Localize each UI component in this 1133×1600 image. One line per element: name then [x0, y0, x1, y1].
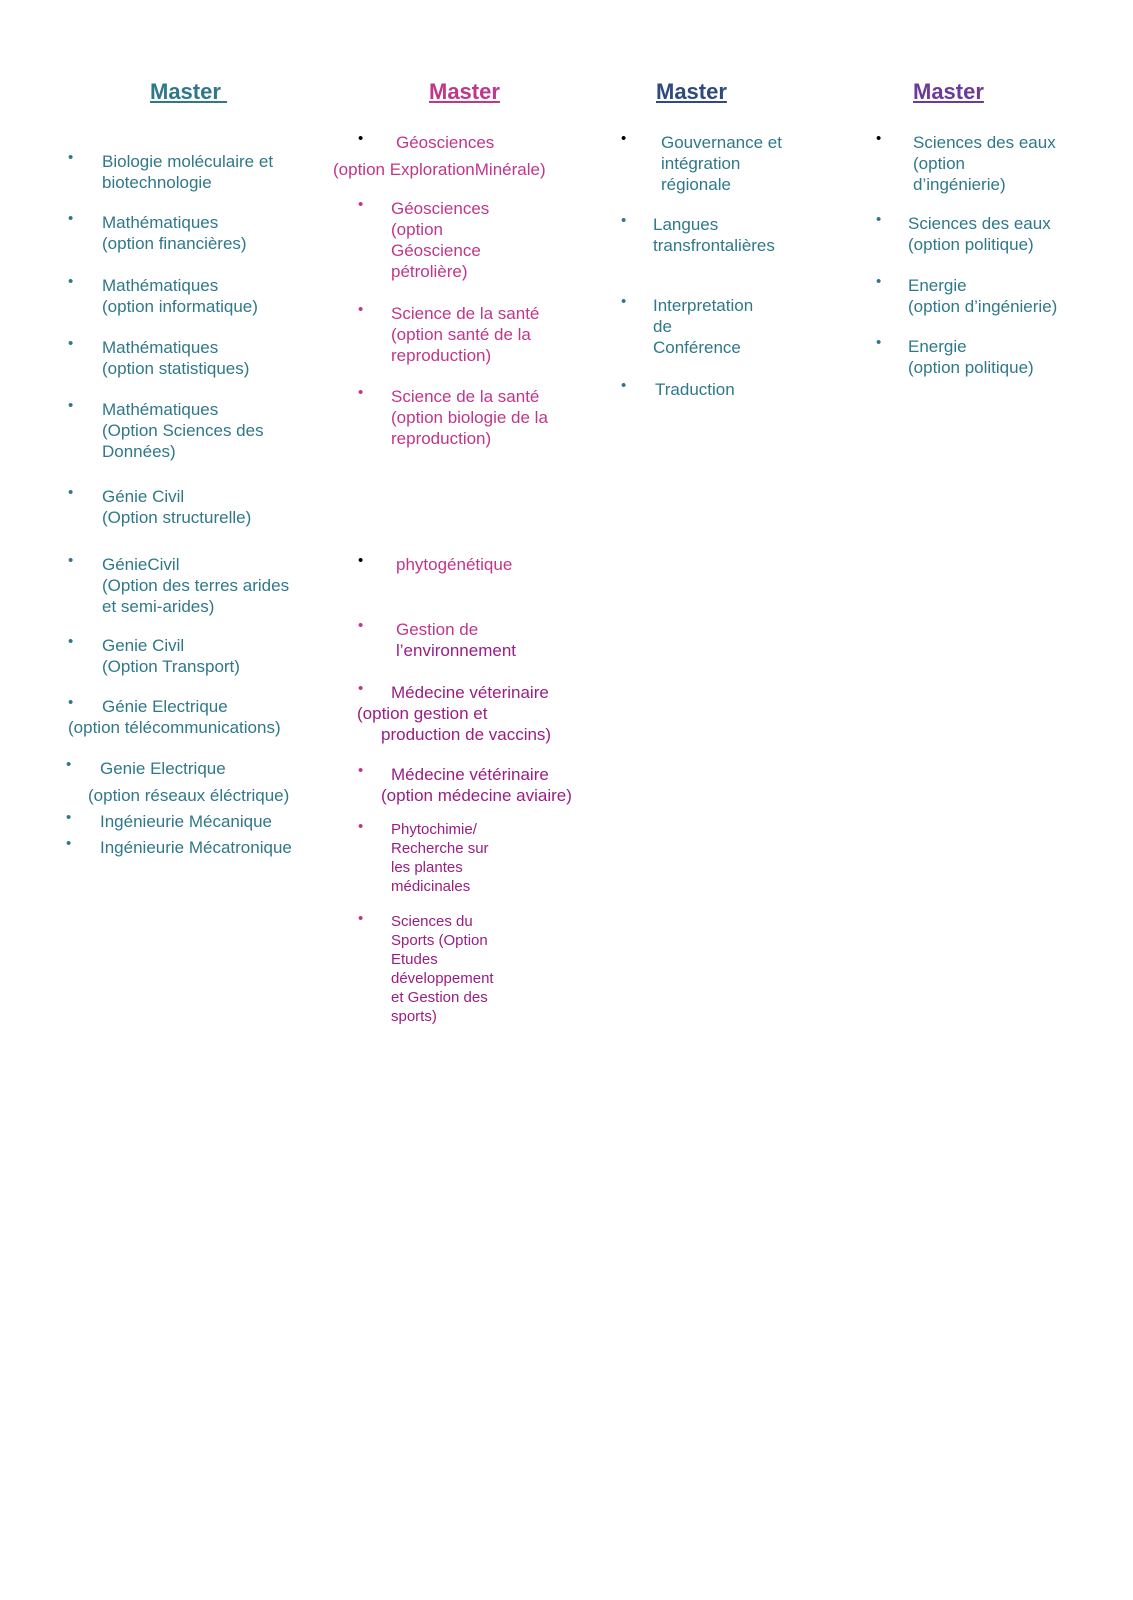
item-line: intégration [661, 154, 741, 173]
bullet-icon: • [876, 273, 882, 290]
item-line: (option médecine aviaire) [381, 786, 572, 805]
item-line: Médecine véterinaire [391, 683, 549, 702]
item-line: transfrontalières [653, 236, 775, 255]
bullet-icon: • [876, 130, 882, 147]
item-line: (Option Transport) [102, 657, 240, 676]
item-line: (option ExplorationMinérale) [333, 160, 546, 179]
item-line: (Option Sciences des [102, 421, 264, 440]
item-line: Etudes [391, 951, 438, 968]
item-line: les plantes [391, 859, 463, 876]
item-line: l’environnement [396, 641, 517, 660]
item-line: Médecine vétérinaire [391, 765, 549, 784]
item-line: Recherche sur [391, 840, 489, 857]
item-line: Phytochimie/ [391, 821, 477, 838]
item-line: Génie Civil [102, 487, 185, 506]
item-line: (option financières) [102, 234, 247, 253]
bullet-icon: • [621, 293, 627, 310]
item-line: Ingénieurie Mécanique [100, 812, 273, 831]
item-line: Genie Civil [102, 636, 185, 655]
bullet-icon: • [358, 130, 364, 147]
item-line: Science de la santé [391, 387, 540, 406]
item-line: développement [391, 970, 494, 987]
item-line: Mathématiques [102, 213, 219, 232]
bullet-icon: • [68, 149, 74, 166]
item-line: Energie [908, 337, 967, 356]
bullet-icon: • [621, 377, 627, 394]
bullet-icon: • [358, 762, 364, 779]
item-line: de [653, 317, 672, 336]
item-line: Génie Electrique [102, 697, 228, 716]
item-line: (option réseaux éléctrique) [88, 786, 290, 805]
item-line: (option politique) [908, 358, 1034, 377]
item-line: Sports (Option [391, 932, 488, 949]
item-line: (option statistiques) [102, 359, 250, 378]
bullet-icon: • [621, 212, 627, 229]
bullet-icon: • [358, 818, 364, 835]
item-line: Genie Electrique [100, 759, 226, 778]
master-heading-col2: Master [429, 79, 500, 104]
item-line: Géosciences [396, 133, 495, 152]
bullet-icon: • [358, 910, 364, 927]
item-line: Sciences des eaux [913, 133, 1056, 152]
item-line: Traduction [655, 380, 735, 399]
item-line: Gestion de [396, 620, 479, 639]
bullet-icon: • [876, 334, 882, 351]
item-line: et Gestion des [391, 989, 488, 1006]
item-line: Sciences du [391, 913, 473, 930]
item-line: GénieCivil [102, 555, 180, 574]
item-line: pétrolière) [391, 262, 468, 281]
item-line: (option informatique) [102, 297, 258, 316]
bullet-icon: • [621, 130, 627, 147]
item-line: Gouvernance et [661, 133, 782, 152]
bullet-icon: • [68, 484, 74, 501]
item-line: (option gestion et [357, 704, 488, 723]
bullet-icon: • [66, 809, 72, 826]
item-line: Mathématiques [102, 276, 219, 295]
bullet-icon: • [66, 835, 72, 852]
item-line: (option [913, 154, 965, 173]
bullet-icon: • [66, 756, 72, 773]
bullet-icon: • [68, 552, 74, 569]
master-heading-col4: Master [913, 79, 984, 104]
item-line: Interpretation [653, 296, 754, 315]
item-line: Ingénieurie Mécatronique [100, 838, 292, 857]
master-heading-col3: Master [656, 79, 727, 104]
bullet-icon: • [876, 211, 882, 228]
bullet-icon: • [358, 301, 364, 318]
item-line: Géosciences [391, 199, 490, 218]
bullet-icon: • [68, 694, 74, 711]
item-line: et semi-arides) [102, 597, 215, 616]
item-line: (option télécommunications) [68, 718, 281, 737]
bullet-icon: • [358, 617, 364, 634]
item-line: reproduction) [391, 429, 492, 448]
bullet-icon: • [358, 552, 364, 569]
bullet-icon: • [68, 273, 74, 290]
bullet-icon: • [68, 210, 74, 227]
bullet-icon: • [358, 384, 364, 401]
item-line: (option politique) [908, 235, 1034, 254]
item-line: Mathématiques [102, 338, 219, 357]
item-line: (option [391, 220, 443, 239]
bullet-icon: • [68, 633, 74, 650]
item-line: Mathématiques [102, 400, 219, 419]
item-line: (option santé de la [391, 325, 531, 344]
item-line: Données) [102, 442, 176, 461]
bullet-icon: • [358, 196, 364, 213]
bullet-icon: • [68, 335, 74, 352]
master-heading-col1: Master [150, 79, 228, 104]
item-line: Langues [653, 215, 719, 234]
item-line: biotechnologie [102, 173, 212, 192]
item-line: régionale [661, 175, 731, 194]
bullet-icon: • [358, 680, 364, 697]
item-line: sports) [391, 1008, 437, 1025]
item-line: (option biologie de la [391, 408, 548, 427]
item-line: Science de la santé [391, 304, 540, 323]
item-line: Biologie moléculaire et [102, 152, 274, 171]
item-line: d’ingénierie) [913, 175, 1006, 194]
item-line: (Option structurelle) [102, 508, 252, 527]
item-line: Sciences des eaux [908, 214, 1051, 233]
item-line: médicinales [391, 878, 471, 895]
item-line: (Option des terres arides [102, 576, 290, 595]
item-line: reproduction) [391, 346, 492, 365]
item-line: phytogénétique [396, 555, 513, 574]
item-line: production de vaccins) [381, 725, 552, 744]
item-line: Géoscience [391, 241, 481, 260]
item-line: (option d’ingénierie) [908, 297, 1058, 316]
item-line: Conférence [653, 338, 741, 357]
bullet-icon: • [68, 397, 74, 414]
item-line: Energie [908, 276, 967, 295]
